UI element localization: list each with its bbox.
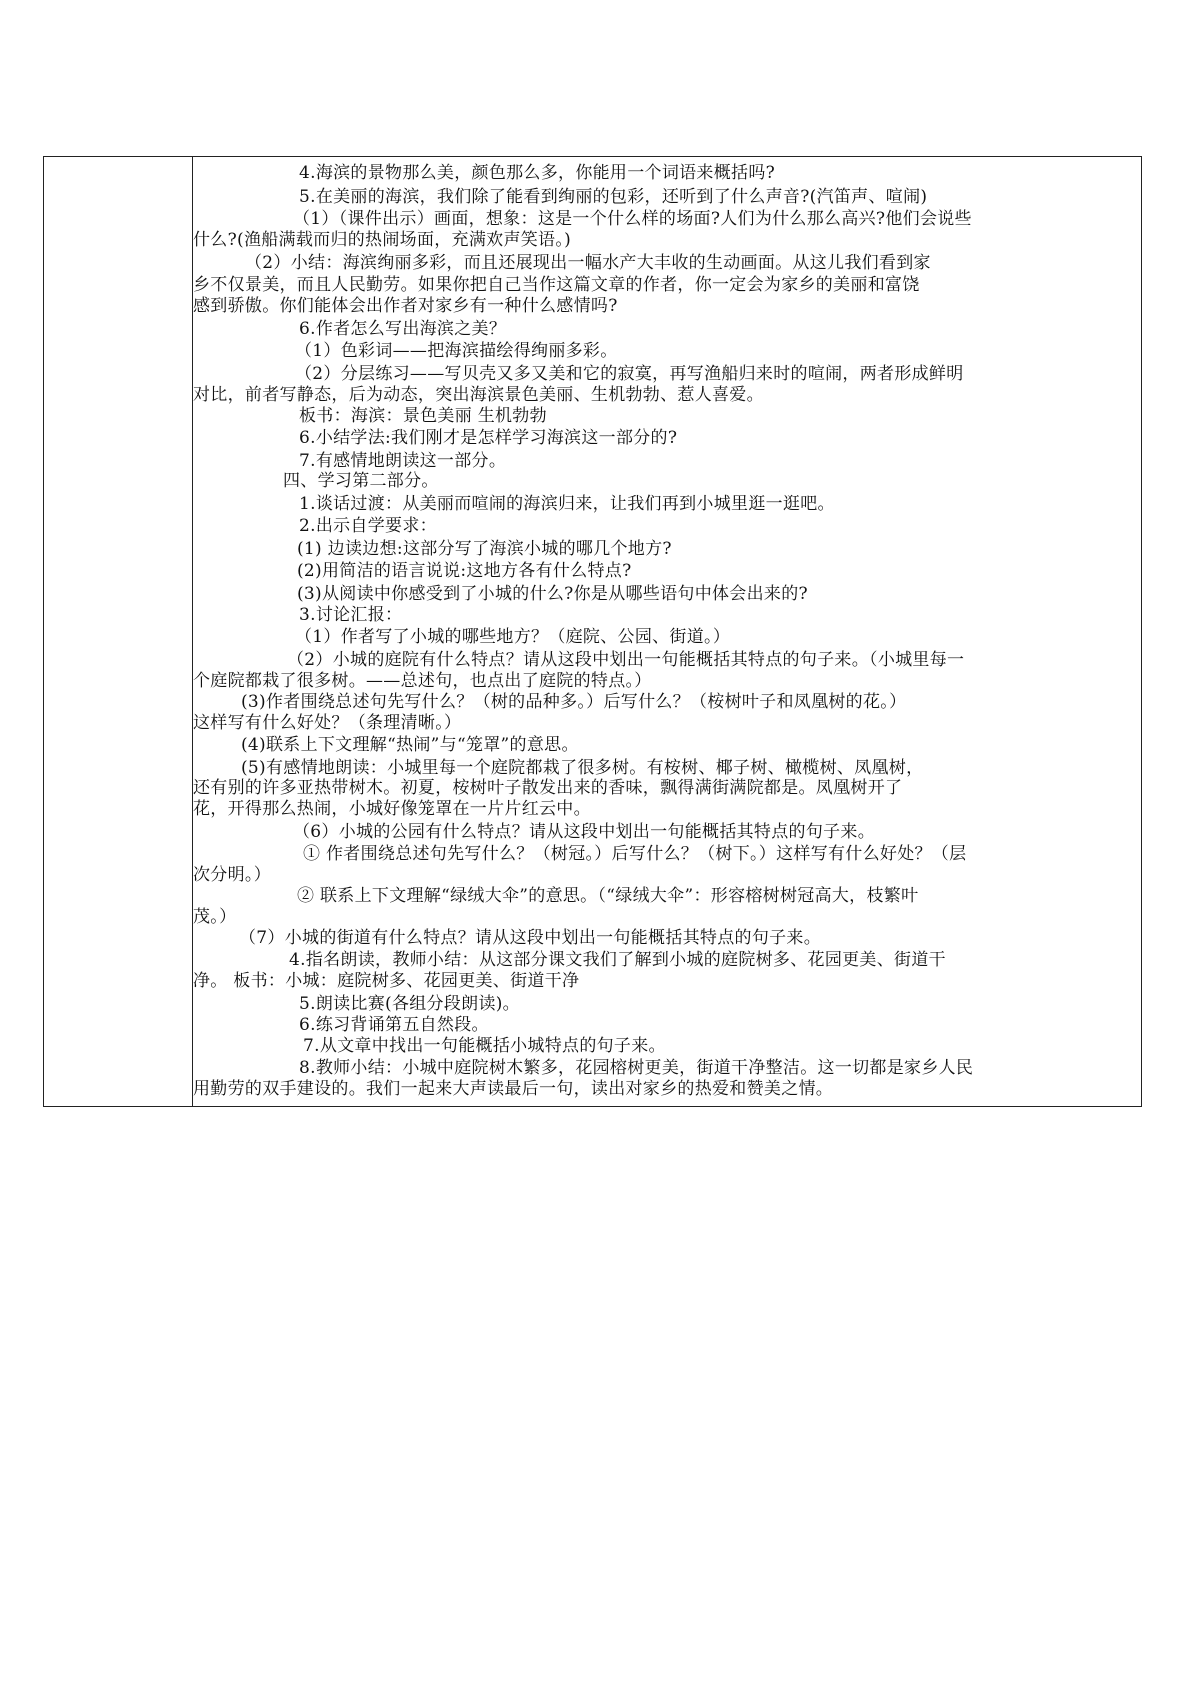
text-line: （6）小城的公园有什么特点？请从这段中划出一句能概括其特点的句子来。 bbox=[293, 822, 876, 842]
text-line: （2）小结：海滨绚丽多彩，而且还展现出一幅水产大丰收的生动画面。从这儿我们看到家 bbox=[245, 253, 931, 273]
text-line: （2）分层练习——写贝壳又多又美和它的寂寞，再写渔船归来时的喧闹，两者形成鲜明 bbox=[295, 364, 964, 384]
text-line: 5.在美丽的海滨，我们除了能看到绚丽的包彩，还听到了什么声音?(汽笛声、喧闹) bbox=[299, 187, 928, 207]
text-line: 6.练习背诵第五自然段。 bbox=[299, 1015, 489, 1035]
text-line: 感到骄傲。你们能体会出作者对家乡有一种什么感情吗? bbox=[193, 296, 618, 316]
text-line: 对比，前者写静态，后为动态，突出海滨景色美丽、生机勃勃、惹人喜爱。 bbox=[193, 385, 764, 405]
lesson-table bbox=[43, 156, 1142, 1107]
text-line: ② 联系上下文理解“绿绒大伞”的意思。（“绿绒大伞”：形容榕树树冠高大，枝繁叶 bbox=[297, 886, 919, 906]
text-line: （2）小城的庭院有什么特点？请从这段中划出一句能概括其特点的句子来。（小城里每一 bbox=[287, 650, 965, 670]
text-line: (3)作者围绕总述句先写什么？（树的品种多。）后写什么？（桉树叶子和凤凰树的花。） bbox=[241, 692, 907, 712]
text-line: 8.教师小结：小城中庭院树木繁多，花园榕树更美，街道干净整洁。这一切都是家乡人民 bbox=[299, 1058, 974, 1078]
text-line: 四、学习第二部分。 bbox=[283, 471, 439, 491]
text-line: 6.作者怎么写出海滨之美？ bbox=[299, 319, 507, 339]
text-line: (5)有感情地朗读：小城里每一个庭院都栽了很多树。有桉树、椰子树、橄榄树、凤凰树， bbox=[241, 758, 924, 778]
text-line: 个庭院都栽了很多树。——总述句，也点出了庭院的特点。） bbox=[193, 671, 652, 691]
text-line: ① 作者围绕总述句先写什么？（树冠。）后写什么？（树下。）这样写有什么好处？（层 bbox=[303, 844, 967, 864]
text-line: （7）小城的街道有什么特点？请从这段中划出一句能概括其特点的句子来。 bbox=[239, 928, 822, 948]
text-line: （1）作者写了小城的哪些地方？（庭院、公园、街道。） bbox=[295, 627, 731, 647]
text-line: (4)联系上下文理解“热闹”与“笼罩”的意思。 bbox=[241, 735, 579, 755]
text-line: 花，开得那么热闹，小城好像笼罩在一片片红云中。 bbox=[193, 799, 591, 819]
text-line: (2)用简洁的语言说说:这地方各有什么特点? bbox=[297, 561, 632, 581]
text-line: 4.海滨的景物那么美，颜色那么多，你能用一个词语来概括吗? bbox=[299, 163, 776, 183]
text-line: 这样写有什么好处？（条理清晰。） bbox=[193, 713, 462, 733]
text-line: 茂。） bbox=[193, 907, 237, 927]
text-line: (1) 边读边想:这部分写了海滨小城的哪几个地方? bbox=[297, 539, 672, 559]
text-line: 5.朗读比赛(各组分段朗读)。 bbox=[299, 994, 520, 1014]
text-line: （1）色彩词——把海滨描绘得绚丽多彩。 bbox=[295, 341, 618, 361]
text-line: 3.讨论汇报： bbox=[299, 605, 403, 625]
text-line: 6.小结学法:我们刚才是怎样学习海滨这一部分的? bbox=[299, 428, 678, 448]
text-line: 还有别的许多亚热带树木。初夏，桉树叶子散发出来的香味，飘得满街满院都是。凤凰树开了 bbox=[193, 778, 903, 798]
text-line: 7.从文章中找出一句能概括小城特点的句子来。 bbox=[303, 1036, 666, 1056]
text-line: 板书：海滨：景色美丽 生机勃勃 bbox=[299, 406, 547, 426]
text-line: 2.出示自学要求： bbox=[299, 516, 437, 536]
text-line: 4.指名朗读，教师小结：从这部分课文我们了解到小城的庭院树多、花园更美、街道干 bbox=[289, 950, 946, 970]
text-line: 用勤劳的双手建设的。我们一起来大声读最后一句，读出对家乡的热爱和赞美之情。 bbox=[193, 1079, 834, 1099]
lesson-content-cell bbox=[193, 157, 1141, 1106]
text-line: 1.谈话过渡：从美丽而喧闹的海滨归来，让我们再到小城里逛一逛吧。 bbox=[299, 494, 835, 514]
text-line: 乡不仅景美，而且人民勤劳。如果你把自己当作这篇文章的作者，你一定会为家乡的美丽和富饶 bbox=[193, 275, 920, 295]
text-line: （1）（课件出示）画面，想象：这是一个什么样的场面?人们为什么那么高兴?他们会说些 bbox=[293, 209, 972, 229]
text-line: 次分明。） bbox=[193, 865, 271, 885]
text-line: 7.有感情地朗读这一部分。 bbox=[299, 451, 507, 471]
text-line: 什么?(渔船满载而归的热闹场面，充满欢声笑语。) bbox=[193, 230, 572, 250]
left-column-cell bbox=[44, 157, 193, 1106]
text-line: (3)从阅读中你感受到了小城的什么?你是从哪些语句中体会出来的? bbox=[297, 584, 808, 604]
text-line: 净。 板书：小城：庭院树多、花园更美、街道干净 bbox=[193, 971, 580, 991]
